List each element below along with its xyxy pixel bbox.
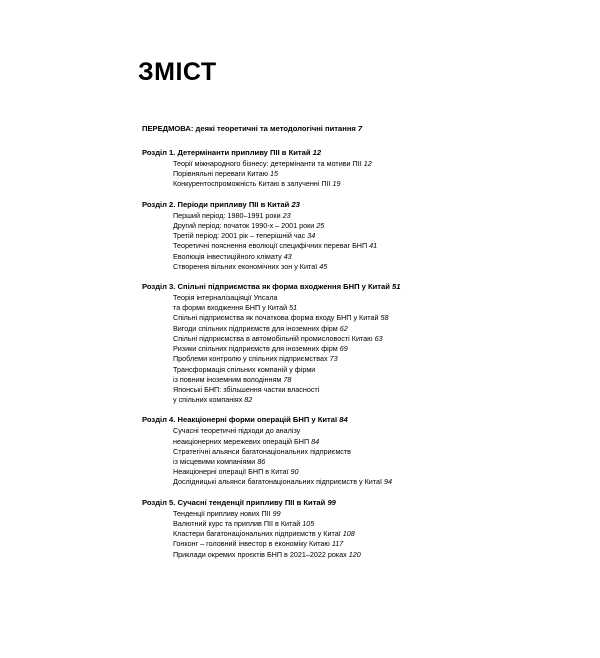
toc-entry-page: 19 xyxy=(332,179,341,189)
toc-entry xyxy=(142,395,560,405)
toc-entry-page: 15 xyxy=(270,169,278,179)
toc-entry-label: Кластери багатонаціональних підприємств у Китаї xyxy=(173,529,341,539)
toc-section-heading xyxy=(142,414,560,425)
toc-section xyxy=(142,497,560,560)
toc-entry xyxy=(142,334,560,344)
toc-entry-label: із повним іноземним володінням xyxy=(173,374,282,384)
toc-section-heading-label: Розділ 5. Сучасні тенденції припливу ПІІ в Китай xyxy=(142,497,326,507)
toc-entry-page: 23 xyxy=(282,210,291,220)
toc-entry-label: Конкурентоспроможність Китаю в залученні ПІІ xyxy=(173,179,331,189)
toc-entry xyxy=(142,262,560,272)
toc-entry-label: Спільні підприємства як початкова форма входу БНП у Китай xyxy=(173,313,379,323)
toc-entry xyxy=(142,509,560,519)
toc-section-heading xyxy=(142,497,560,508)
toc-section-heading-label: Розділ 4. Неакціонерні форми операцій БНП у Китаї xyxy=(142,415,338,425)
toc-entry-page: 51 xyxy=(289,303,298,313)
toc-entry-label: Приклади окремих проєктів БНП в 2021–2022 роках xyxy=(173,549,347,559)
toc-entry xyxy=(142,179,560,189)
toc-entry-label: Проблеми контролю у спільних підприємствах xyxy=(173,354,328,364)
toc-entry-page: 78 xyxy=(283,374,292,384)
document-page xyxy=(0,58,600,658)
toc-preface-page: 7 xyxy=(357,124,363,133)
toc-entry xyxy=(142,231,560,241)
toc-section-heading-page: 51 xyxy=(392,281,401,291)
toc-entry-label: Сучасні теоретичні підходи до аналізу xyxy=(173,426,301,436)
toc-section-heading xyxy=(142,281,560,292)
toc-entry xyxy=(142,519,560,529)
toc-entry-label: Еволюція інвестиційного клімату xyxy=(173,251,282,261)
toc-entry-label: Ризики спільних підприємств для іноземних фірм xyxy=(173,344,338,354)
toc-entry-page: 69 xyxy=(339,344,348,354)
toc-entry-label: Валютний курс та приплив ПІІ в Китай xyxy=(173,518,301,528)
toc-entry xyxy=(142,211,560,221)
toc-preface-group xyxy=(142,123,560,134)
toc-entry-label: Теорії міжнародного бізнесу: детермінанти та мотиви ПІІ xyxy=(173,159,362,168)
toc-entry-label: Порівняльні переваги Китаю xyxy=(173,169,268,179)
toc-entry xyxy=(142,169,560,179)
toc-entry-page: 108 xyxy=(342,529,355,539)
toc-entry-page: 34 xyxy=(307,231,316,241)
toc-entry xyxy=(142,477,560,487)
toc-entry-label: Неакціонерні операції БНП в Китаї xyxy=(173,467,289,477)
toc-preface xyxy=(142,123,560,134)
toc-entry-label: Трансформація спільних компаній у фірми xyxy=(173,364,316,374)
toc-entry xyxy=(142,447,560,457)
toc-entry-label: Створення вільних економічних зон у Китаї xyxy=(173,261,318,271)
toc-entry xyxy=(142,293,560,303)
toc-entry-label: Третій період: 2001 рік – теперішній час xyxy=(173,231,306,241)
toc-section-heading-page: 23 xyxy=(291,199,300,209)
toc-entry xyxy=(142,375,560,385)
toc-entry xyxy=(142,467,560,477)
toc-section-heading xyxy=(142,199,560,210)
toc-section-heading-page: 99 xyxy=(327,497,336,507)
toc-entry-page: 62 xyxy=(339,323,348,333)
page-title: ЗМІСТ xyxy=(138,58,217,86)
toc-entry-label: у спільних компаніях xyxy=(173,395,243,405)
toc-entry-label: Перший період: 1980–1991 роки xyxy=(173,210,281,220)
toc-entry xyxy=(142,313,560,323)
toc-entry-page: 41 xyxy=(369,241,378,251)
toc-section-heading-label: Розділ 3. Спільні підприємства як форма входження БНП у Китай xyxy=(142,281,390,291)
toc-entry-label: із місцевими компаніями xyxy=(173,457,256,467)
toc-entry xyxy=(142,159,560,169)
toc-entry-page: 117 xyxy=(331,539,344,549)
toc-entry-page: 82 xyxy=(244,395,253,405)
toc-section-heading-page: 84 xyxy=(339,415,348,425)
toc-entry xyxy=(142,241,560,251)
toc-entry xyxy=(142,221,560,231)
toc-entry xyxy=(142,457,560,467)
toc-entry-label: та форми входження БНП у Китай xyxy=(173,303,288,313)
toc-entry xyxy=(142,365,560,375)
toc-entry-label: Тенденції припливу нових ПІІ xyxy=(173,508,271,518)
toc-entry-label: Вигоди спільних підприємств для іноземних фірм xyxy=(173,323,338,333)
toc-entry-page: 63 xyxy=(374,333,383,343)
toc-entry xyxy=(142,550,560,560)
toc-section-heading-label: Розділ 2. Періоди припливу ПІІ в Китай xyxy=(142,199,290,209)
toc-section xyxy=(142,147,560,190)
toc-entry xyxy=(142,324,560,334)
toc-entry-label: Другий період: початок 1990-х – 2001 роки xyxy=(173,220,315,230)
toc-entry-label: Стратегічні альянси багатонаціональних підприємств xyxy=(173,446,351,456)
toc-entry-label: Дослідницькі альянси багатонаціональних підприємств у Китаї xyxy=(173,477,383,487)
toc-entry-page: 73 xyxy=(329,354,338,364)
toc-entry-label: Теоретичні пояснення еволюції специфічних переваг БНП xyxy=(173,241,368,251)
table-of-contents xyxy=(0,123,600,560)
toc-entry-page: 94 xyxy=(384,477,393,487)
toc-section xyxy=(142,199,560,272)
toc-entry xyxy=(142,303,560,313)
toc-entry-page: 90 xyxy=(290,467,299,477)
toc-entry xyxy=(142,344,560,354)
toc-entry-page: 99 xyxy=(272,508,281,518)
toc-entry xyxy=(142,437,560,447)
toc-entry-label: Теорія інтерналізаціяції Упсала xyxy=(173,292,278,302)
toc-section-heading-label: Розділ 1. Детермінанти припливу ПІІ в Китай xyxy=(142,148,311,157)
toc-entry xyxy=(142,529,560,539)
toc-entry-label: Японські БНП: збільшення частки власності xyxy=(173,384,320,394)
toc-entry-page: 86 xyxy=(257,457,266,467)
toc-entry xyxy=(142,252,560,262)
toc-preface-label: ПЕРЕДМОВА: деякі теоретичні та методологічні питання xyxy=(142,124,356,133)
toc-section xyxy=(142,281,560,405)
toc-entry-label: неакціонерних мережевих операцій БНП xyxy=(173,436,310,446)
toc-section-heading xyxy=(142,147,560,158)
toc-entry-page: 84 xyxy=(311,436,320,446)
toc-entry-page: 25 xyxy=(316,220,325,230)
toc-entry-page: 120 xyxy=(348,549,361,559)
toc-entry xyxy=(142,385,560,395)
toc-entry xyxy=(142,354,560,364)
toc-entry-page: 105 xyxy=(302,518,315,528)
toc-entry-page: 12 xyxy=(363,159,372,168)
toc-entry-page: 43 xyxy=(283,251,292,261)
toc-entry-label: Спільні підприємства в автомобільній промисловості Китаю xyxy=(173,333,373,343)
toc-entry xyxy=(142,539,560,549)
toc-section xyxy=(142,414,560,487)
toc-section-heading-page: 12 xyxy=(312,148,322,157)
toc-entry-label: Гонконг – головний інвестор в економіку Китаю xyxy=(173,539,330,549)
toc-entry-page: 58 xyxy=(380,313,389,323)
toc-entry xyxy=(142,426,560,436)
toc-entry-page: 45 xyxy=(319,261,328,271)
